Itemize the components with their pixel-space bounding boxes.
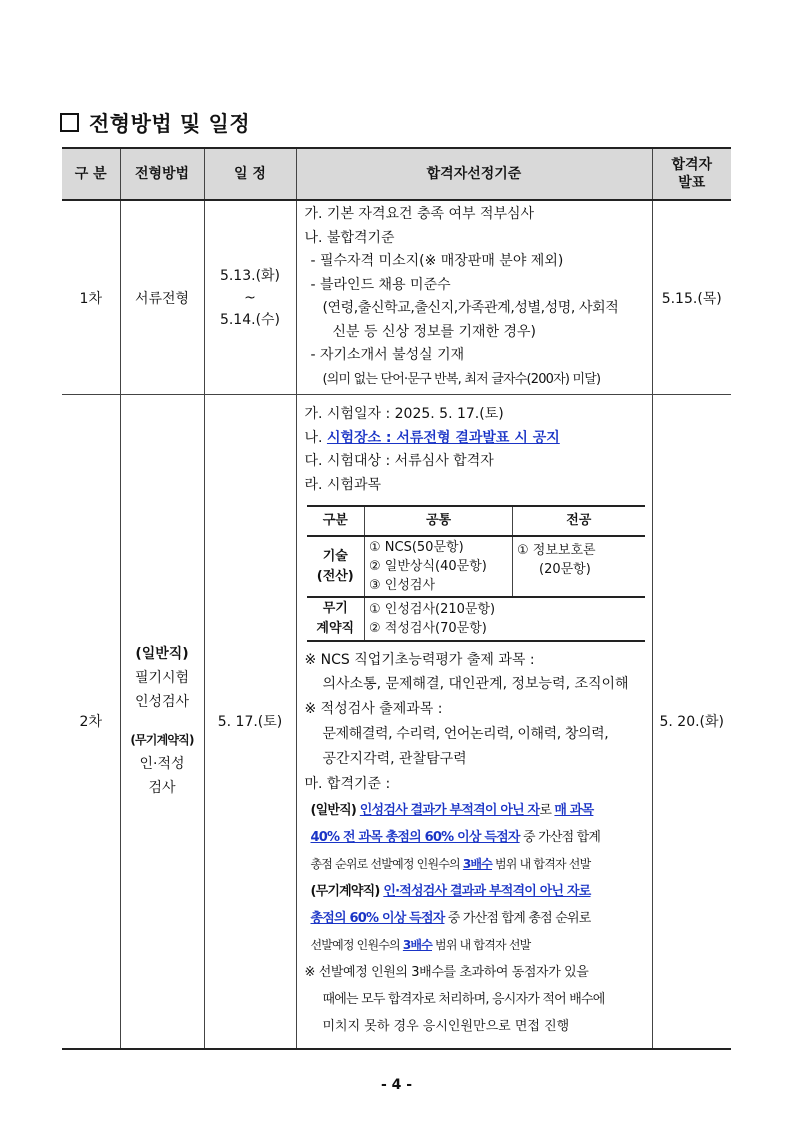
header-schedule: 일 정 xyxy=(204,148,296,200)
criteria-text: 범위 내 합격자 선발 xyxy=(492,857,591,872)
contract-label: (무기계약직) xyxy=(310,884,384,900)
subjects-contract-category xyxy=(307,597,365,641)
general-criteria-link3[interactable]: 40% 전 과목 총점의 60% 이상 득점자 xyxy=(310,830,520,846)
cat-line: 기술 xyxy=(322,548,348,564)
criteria-line: 다. 시험대상 : 서류심사 합격자 xyxy=(304,453,494,470)
criteria-line: - 블라인드 채용 미준수 xyxy=(310,276,451,293)
section-title-text: 전형방법 및 일정 xyxy=(89,112,251,136)
subject-item: ② 일반상식(40문항) xyxy=(369,559,487,575)
header-category: 구 분 xyxy=(62,148,120,200)
criteria-text: 중 가산점 합계 총점 순위로 xyxy=(444,911,591,927)
contract-criteria-link2[interactable]: 총점의 60% 이상 득점자 xyxy=(310,911,445,927)
method-general-label: (일반직) xyxy=(135,646,189,663)
stage2-criteria xyxy=(296,395,652,1049)
criteria-line: 라. 시험과목 xyxy=(304,476,382,493)
criteria-line: 가. 시험일자 : 2025. 5. 17.(토) xyxy=(304,406,504,423)
stage1-announce: 5.15.(목) xyxy=(652,200,731,395)
criteria-text: 총점 순위로 선발예정 인원수의 xyxy=(310,857,463,872)
criteria-line: (의미 없는 단어·문구 반복, 최저 글자수(200자) 미달) xyxy=(322,371,601,387)
criteria-line: 가. 기본 자격요건 충족 여부 적부심사 xyxy=(304,206,535,222)
method-line: 필기시험 xyxy=(134,670,190,687)
table-row-stage2 xyxy=(62,395,731,1049)
criteria-line: - 필수자격 미소지(※ 매장판매 분야 제외) xyxy=(310,253,564,269)
method-line: 인·적성 xyxy=(139,756,185,773)
criteria-contract-line2 xyxy=(305,905,646,932)
tie-note: ※ 선발예정 인원의 3배수를 초과하여 동점자가 있을 xyxy=(304,965,589,981)
selection-schedule-table xyxy=(62,147,731,1050)
subjects-tech-major xyxy=(513,536,645,597)
schedule-end: 5.14.(수) xyxy=(219,311,281,328)
stage1-method: 서류전형 xyxy=(120,200,204,395)
stage2-method xyxy=(120,395,204,1049)
aptitude-subject-list: 문제해결력, 수리력, 언어논리력, 이해력, 창의력, xyxy=(322,726,609,743)
tie-note: 미치지 못하 경우 응시인원만으로 면접 진행 xyxy=(322,1019,570,1035)
criteria-line: 신분 등 신상 정보를 기재한 경우) xyxy=(332,323,537,340)
criteria-text: 선발예정 인원수의 xyxy=(310,938,403,953)
stage2-schedule: 5. 17.(토) xyxy=(204,395,296,1049)
stage2-announce: 5. 20.(화) xyxy=(652,395,731,1049)
criteria-line: 나. 불합격기준 xyxy=(304,229,395,246)
contract-multiple-link[interactable]: 3배수 xyxy=(402,938,433,953)
stage1-criteria xyxy=(296,200,652,395)
exam-location-link[interactable]: 시험장소 : 서류전형 결과발표 시 공지 xyxy=(326,429,560,446)
general-criteria-link1[interactable]: 인성검사 결과가 부적격이 아닌 자 xyxy=(359,803,540,819)
subjects-header-category: 구분 xyxy=(307,506,365,536)
exam-subjects-table xyxy=(307,505,645,642)
header-method: 전형방법 xyxy=(120,148,204,200)
cat-line: 무기 xyxy=(322,601,348,617)
criteria-prefix: 나. xyxy=(304,429,327,446)
method-contract-label: (무기계약직) xyxy=(130,733,194,748)
criteria-contract-line1 xyxy=(305,878,646,905)
criteria-text: 중 가산점 합계 xyxy=(519,830,601,846)
subjects-header-common: 공통 xyxy=(365,506,513,536)
cat-line: (전산) xyxy=(316,568,354,584)
table-header-row xyxy=(62,148,731,200)
subjects-header-major: 전공 xyxy=(513,506,645,536)
method-line: 검사 xyxy=(148,780,176,797)
subjects-tech-category xyxy=(307,536,365,597)
criteria-general-line2 xyxy=(305,824,646,851)
criteria-text: 로 xyxy=(539,803,555,819)
stage1-label: 1차 xyxy=(62,200,120,395)
subject-item: ① 정보보호론 xyxy=(517,543,596,559)
cat-line: 계약직 xyxy=(316,621,355,637)
ncs-note: ※ NCS 직업기초능력평가 출제 과목 : xyxy=(304,652,535,669)
header-criteria: 합격자선정기준 xyxy=(296,148,652,200)
general-multiple-link[interactable]: 3배수 xyxy=(462,857,492,872)
criteria-general-line1 xyxy=(305,797,646,824)
criteria-line: (연령,출신학교,출신지,가족관계,성별,성명, 사회적 xyxy=(322,300,619,316)
subjects-header-row xyxy=(307,506,645,536)
subjects-contract-common xyxy=(365,597,645,641)
subjects-tech-common xyxy=(365,536,513,597)
pass-criteria-heading: 마. 합격기준 : xyxy=(304,776,391,793)
contract-criteria-link1[interactable]: 인·적성검사 결과과 부적격이 아닌 자로 xyxy=(383,884,591,900)
header-announce: 합격자 발표 xyxy=(652,148,731,200)
criteria-general-line3 xyxy=(305,851,646,878)
subject-item: ① NCS(50문항) xyxy=(369,540,464,556)
general-criteria-link2[interactable]: 매 과목 xyxy=(554,803,594,819)
schedule-start: 5.13.(화) xyxy=(219,267,281,284)
tie-note: 때에는 모두 합격자로 처리하며, 응시자가 적어 배수에 xyxy=(322,992,605,1008)
method-line: 인성검사 xyxy=(134,694,190,711)
schedule-sep: ~ xyxy=(244,289,256,306)
subjects-row-tech xyxy=(307,536,645,597)
stage1-schedule xyxy=(204,200,296,395)
general-label: (일반직) xyxy=(310,803,360,819)
aptitude-subject-list: 공간지각력, 관찰탐구력 xyxy=(322,751,467,768)
criteria-line: - 자기소개서 불성실 기재 xyxy=(310,347,465,363)
criteria-text: 범위 내 합격자 선발 xyxy=(432,938,531,953)
subject-item: ③ 인성검사 xyxy=(369,578,436,594)
subjects-row-contract xyxy=(307,597,645,641)
page-number: - 4 - xyxy=(380,1077,413,1093)
ncs-subject-list: 의사소통, 문제해결, 대인관계, 정보능력, 조직이해 xyxy=(322,676,629,693)
subject-item: (20문항) xyxy=(539,562,591,578)
subject-item: ② 적성검사(70문항) xyxy=(369,621,487,637)
criteria-line xyxy=(305,427,646,451)
subject-item: ① 인성검사(210문항) xyxy=(369,602,496,618)
aptitude-note: ※ 적성검사 출제과목 : xyxy=(304,701,443,718)
criteria-contract-line3 xyxy=(305,932,646,959)
section-title xyxy=(60,108,250,138)
table-row-stage1 xyxy=(62,200,731,395)
checkbox-square-icon xyxy=(60,113,79,132)
stage2-label: 2차 xyxy=(62,395,120,1049)
